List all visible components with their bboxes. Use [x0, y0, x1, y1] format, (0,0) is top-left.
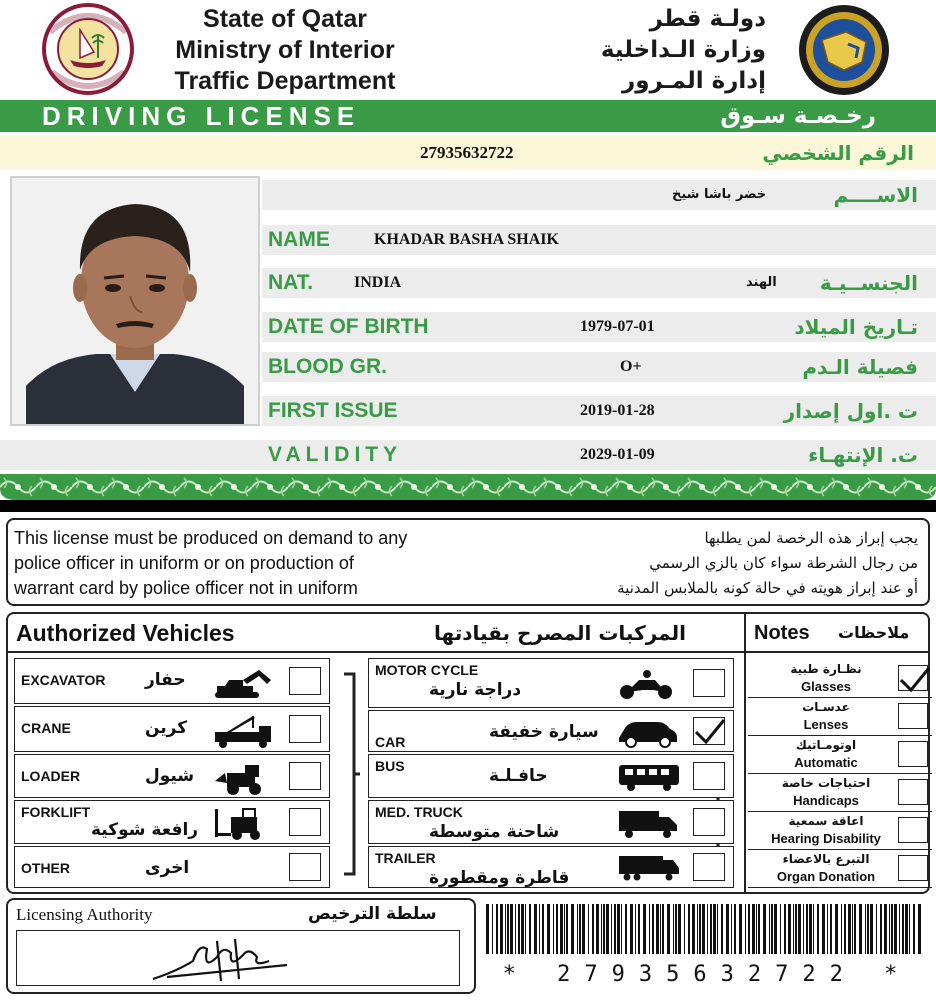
barcode-bar [780, 904, 781, 954]
barcode-bar [734, 904, 736, 954]
barcode-bar [710, 904, 712, 954]
barcode-bar [556, 904, 558, 954]
nationality-label-ar: الجنســيـة [819, 271, 918, 295]
barcode-icon [482, 904, 928, 954]
barcode-bar [798, 904, 801, 954]
header-english [150, 4, 420, 97]
barcode-bar [582, 904, 585, 954]
blood-group-label: BLOOD GR. [268, 355, 387, 378]
heading-separator [8, 651, 928, 653]
vehicle-row-car [368, 710, 734, 752]
dob-value: 1979-07-01 [580, 318, 655, 335]
barcode-bar [726, 904, 729, 954]
note-label: Lenses [803, 717, 849, 732]
barcode-bar [748, 904, 750, 954]
note-handicaps [748, 774, 932, 812]
vehicle-label-ar: كرين [145, 718, 188, 738]
licensing-authority-label: Licensing Authority [16, 905, 153, 924]
vehicle-label-ar: شاحنة متوسطة [429, 822, 560, 842]
vehicle-checkbox[interactable] [693, 669, 725, 697]
note-automatic [748, 736, 932, 774]
vehicle-checkbox[interactable] [693, 762, 725, 790]
barcode-bar [539, 904, 540, 954]
note-checkbox[interactable] [898, 741, 928, 767]
barcode-bar [795, 904, 797, 954]
vehicle-row-loader [14, 754, 330, 798]
vehicle-checkbox[interactable] [289, 808, 321, 836]
barcode-bar [571, 904, 574, 954]
barcode-bar [606, 904, 609, 954]
barcode-bar [894, 904, 897, 954]
barcode-bar [486, 904, 489, 954]
barcode-bar [510, 904, 513, 954]
barcode-bar [717, 904, 718, 954]
barcode-bar [667, 904, 670, 954]
note-label-ar: اعاقة سمعية [788, 814, 864, 828]
barcode-bar [784, 904, 786, 954]
barcode-bar [662, 904, 664, 954]
warning-text: This license must be produced on demand to any police officer in uniform or on production of warrant card by police officer not in uniform [14, 528, 408, 598]
barcode-bar [702, 904, 705, 954]
vehicle-label-ar: اخرى [145, 858, 190, 878]
barcode-bar [889, 904, 890, 954]
barcode-bar [721, 904, 723, 954]
barcode-bar [756, 904, 757, 954]
warning-text-ar: يجب إبراز هذه الرخصة لمن يطلبها من رجال الشرطة سواء كان بالزي الرسمي أو عند إبراز هويته في حالة كونه بالملابس المدنية [617, 529, 918, 597]
note-checkbox[interactable] [898, 703, 928, 729]
vehicle-label-ar: سيارة خفيفة [489, 722, 599, 742]
barcode-bar [564, 904, 565, 954]
name-value-ar: خضر باشا شيخ [672, 187, 767, 202]
barcode-bar [774, 904, 777, 954]
note-label-ar: اوتومـاتيك [795, 738, 857, 752]
blood-group-label-ar: فصيلة الـدم [802, 355, 918, 379]
note-label-ar: احتياجات خاصة [781, 776, 871, 790]
barcode-bar [625, 904, 627, 954]
card-divider [0, 500, 936, 512]
barcode-bar [918, 904, 921, 954]
barcode-bar [611, 904, 612, 954]
vehicle-checkbox[interactable] [693, 717, 725, 745]
barcode-bar [905, 904, 908, 954]
barcode-bar [692, 904, 695, 954]
barcode-bar [803, 904, 804, 954]
barcode-bar [835, 904, 838, 954]
barcode-bar [673, 904, 674, 954]
first-issue-label: FIRST ISSUE [268, 399, 398, 422]
note-label: Glasses [801, 679, 851, 694]
note-label: Handicaps [793, 793, 859, 808]
vehicle-checkbox[interactable] [289, 762, 321, 790]
barcode-bar [614, 904, 616, 954]
ornament-border-icon [0, 474, 936, 500]
vehicle-label-ar: شيول [145, 766, 195, 786]
barcode-bar [649, 904, 650, 954]
dob-row [262, 312, 936, 342]
barcode-bar [713, 904, 716, 954]
vehicle-label: FORKLIFT [21, 804, 91, 820]
authorized-vehicles-title: Authorized Vehicles [16, 620, 235, 646]
nationality-row [262, 268, 936, 298]
bus-icon [617, 761, 681, 800]
first-issue-value: 2019-01-28 [580, 402, 655, 419]
barcode-number: * 27935632722 * [502, 962, 912, 987]
vehicle-row-bus [368, 754, 734, 798]
barcode-bar [848, 904, 851, 954]
personal-number-value: 27935632722 [420, 143, 514, 162]
barcode-bar [507, 904, 509, 954]
barcode-bar [876, 904, 877, 954]
barcode-bar [588, 904, 589, 954]
vehicle-checkbox[interactable] [289, 715, 321, 743]
barcode-bar [525, 904, 526, 954]
vehicle-row-crane [14, 706, 330, 752]
barcode-bar [675, 904, 677, 954]
barcode-bar [852, 904, 853, 954]
barcode-bar [553, 904, 554, 954]
barcode-bar [656, 904, 659, 954]
note-hearing-disability [748, 812, 932, 850]
barcode-bar [739, 904, 742, 954]
nationality-label: NAT. [268, 271, 314, 294]
barcode-bar [769, 904, 770, 954]
barcode-bar [638, 904, 640, 954]
barcode-bar [788, 904, 791, 954]
barcode-bar [547, 904, 550, 954]
licensing-authority-label-ar: سلطة الترخيص [308, 904, 437, 924]
ministry-name: Ministry of Interior [175, 36, 395, 64]
vehicle-checkbox[interactable] [289, 667, 321, 695]
vehicle-label: TRAILER [375, 850, 436, 866]
vehicle-label-ar: قاطرة ومقطورة [429, 868, 570, 888]
validity-row [0, 440, 936, 470]
loader-icon [213, 761, 277, 800]
barcode-bar [515, 904, 516, 954]
barcode-bar [909, 904, 910, 954]
vehicle-label-ar: حفار [145, 670, 186, 690]
barcode-bar [830, 904, 832, 954]
barcode-bar [643, 904, 646, 954]
license-title: DRIVING LICENSE [42, 101, 361, 131]
barcode-bar [684, 904, 685, 954]
barcode-bar [870, 904, 873, 954]
barcode-bar [745, 904, 746, 954]
validity-label: VALIDITY [268, 443, 403, 466]
barcode-bar [660, 904, 661, 954]
barcode-bar [601, 904, 602, 954]
barcode-bar [697, 904, 698, 954]
barcode-bar [630, 904, 633, 954]
ministry-name-ar: وزارة الـداخلية [600, 37, 766, 63]
crane-truck-icon [213, 714, 277, 753]
barcode-bar [859, 904, 862, 954]
bracket-icon [336, 664, 366, 884]
barcode-bar [841, 904, 842, 954]
vehicle-label: CAR [375, 734, 406, 750]
header-arabic [546, 4, 766, 97]
note-lenses [748, 698, 932, 736]
barcode-bar [827, 904, 828, 954]
validity-value: 2029-01-09 [580, 446, 655, 463]
barcode-bar [652, 904, 654, 954]
vehicle-checkbox[interactable] [693, 853, 725, 881]
blood-group-value: O+ [620, 358, 642, 375]
barcode-bar [577, 904, 578, 954]
barcode-bar [560, 904, 563, 954]
vehicle-label-ar: حافـلـة [489, 766, 548, 786]
note-label: Hearing Disability [771, 831, 881, 846]
barcode-bar [809, 904, 812, 954]
barcode-bar [902, 904, 904, 954]
validity-label-ar: ت. الإنتهـاء [808, 443, 918, 467]
vehicle-checkbox[interactable] [289, 853, 321, 881]
department-name: Traffic Department [174, 67, 396, 95]
barcode-bar [880, 904, 882, 954]
note-label: Automatic [794, 755, 858, 770]
dob-label-ar: تـاريخ الميلاد [794, 315, 918, 339]
vehicle-label: LOADER [21, 768, 81, 784]
name-row [262, 225, 936, 255]
barcode-bar [529, 904, 531, 954]
warning-box [6, 518, 930, 606]
barcode-bar [867, 904, 869, 954]
barcode-bar [763, 904, 766, 954]
name-value: KHADAR BASHA SHAIK [374, 231, 559, 248]
barcode-bar [579, 904, 581, 954]
state-name-ar: دولـة قطر [649, 6, 766, 32]
barcode-bar [884, 904, 887, 954]
notes-separator [744, 614, 746, 894]
nationality-value: INDIA [354, 274, 402, 291]
licensing-authority-box [6, 898, 476, 994]
barcode-bar [596, 904, 599, 954]
personal-number-row [0, 136, 936, 170]
department-name-ar: إدارة المـرور [621, 68, 766, 94]
dob-label: DATE OF BIRTH [268, 315, 429, 338]
vehicle-label-ar: دراجة نارية [429, 680, 522, 700]
barcode-bar [500, 904, 503, 954]
note-label-ar: التبرع بالاعضاء [782, 852, 870, 866]
note-checkbox[interactable] [898, 817, 928, 843]
first-issue-row [262, 396, 936, 426]
barcode-bar [678, 904, 681, 954]
barcode-bar [521, 904, 524, 954]
blood-group-row [262, 352, 936, 382]
barcode-bar [758, 904, 760, 954]
signature-icon [17, 931, 461, 987]
barcode-bar [707, 904, 708, 954]
vehicle-label: EXCAVATOR [21, 672, 106, 688]
barcode-bar [635, 904, 636, 954]
note-label: Organ Donation [776, 869, 876, 884]
barcode-bar [621, 904, 622, 954]
vehicle-label: MOTOR CYCLE [375, 662, 479, 678]
excavator-icon [213, 666, 277, 705]
barcode-bar [854, 904, 856, 954]
vehicle-row-med-truck [368, 800, 734, 844]
gcc-emblem-icon [786, 2, 902, 98]
truck-icon [617, 807, 681, 846]
vehicle-label: OTHER [21, 860, 70, 876]
barcode-bar [731, 904, 732, 954]
vehicles-box [6, 612, 930, 894]
car-icon [617, 716, 681, 755]
barcode-bar [771, 904, 773, 954]
vehicle-row-forklift [14, 800, 330, 844]
barcode-bar [603, 904, 605, 954]
signature-box [16, 930, 460, 986]
state-name: State of Qatar [203, 5, 367, 33]
notes-title-ar: ملاحظات [838, 623, 910, 642]
checkmark-icon [899, 666, 931, 694]
nationality-value-ar: الهند [746, 275, 777, 290]
name-arabic-row [262, 180, 936, 210]
barcode-bar [891, 904, 893, 954]
barcode-bar [813, 904, 814, 954]
personal-number-label-ar: الرقم الشخصي [762, 141, 914, 165]
barcode-bar [806, 904, 808, 954]
note-checkbox[interactable] [898, 779, 928, 805]
note-checkbox[interactable] [898, 855, 928, 881]
qatar-emblem-icon [28, 2, 148, 96]
note-glasses [748, 660, 932, 698]
license-title-ar: رخـصـة سـوق [720, 103, 876, 129]
barcode-bar [496, 904, 498, 954]
barcode-bar [899, 904, 900, 954]
vehicle-label: MED. TRUCK [375, 804, 463, 820]
barcode-bar [752, 904, 755, 954]
barcode-bar [865, 904, 866, 954]
name-label-ar: الاســــم [833, 183, 918, 207]
vehicle-checkbox[interactable] [693, 808, 725, 836]
note-checkbox[interactable] [898, 665, 928, 691]
vehicle-label-ar: رافعة شوكية [91, 820, 199, 840]
vehicle-row-trailer [368, 846, 734, 888]
barcode-bar [566, 904, 568, 954]
name-label: NAME [268, 228, 330, 251]
barcode-bar [688, 904, 690, 954]
portrait-icon [12, 178, 258, 424]
vehicle-row-motor-cycle [368, 658, 734, 708]
vehicle-row-other [14, 846, 330, 888]
checkmark-icon [694, 718, 726, 746]
vehicle-row-excavator [14, 658, 330, 704]
forklift-icon [213, 807, 277, 846]
first-issue-label-ar: ت .اول إصدار [783, 399, 918, 423]
license-back [0, 512, 936, 1000]
barcode-bar [592, 904, 594, 954]
barcode-bar [534, 904, 537, 954]
note-organ-donation [748, 850, 932, 888]
title-band [0, 100, 936, 132]
note-label-ar: نظـارة طبية [790, 662, 862, 676]
trailer-icon [617, 852, 681, 891]
barcode-bar [817, 904, 819, 954]
motorcycle-icon [617, 668, 681, 707]
authorized-vehicles-title-ar: المركبات المصرح بقيادتها [434, 621, 686, 645]
vehicle-label: BUS [375, 758, 405, 774]
barcode-bar [822, 904, 825, 954]
barcode-bar [492, 904, 493, 954]
barcode-bar [542, 904, 544, 954]
barcode-bar [505, 904, 506, 954]
note-label-ar: عدسـات [802, 700, 850, 714]
barcode-bar [913, 904, 915, 954]
notes-title: Notes [754, 622, 810, 644]
barcode-bar [699, 904, 701, 954]
holder-photo [10, 176, 260, 426]
barcode-bar [617, 904, 620, 954]
barcode-bar [518, 904, 520, 954]
barcode-bar [844, 904, 846, 954]
barcode-bar [793, 904, 794, 954]
vehicle-label: CRANE [21, 720, 71, 736]
